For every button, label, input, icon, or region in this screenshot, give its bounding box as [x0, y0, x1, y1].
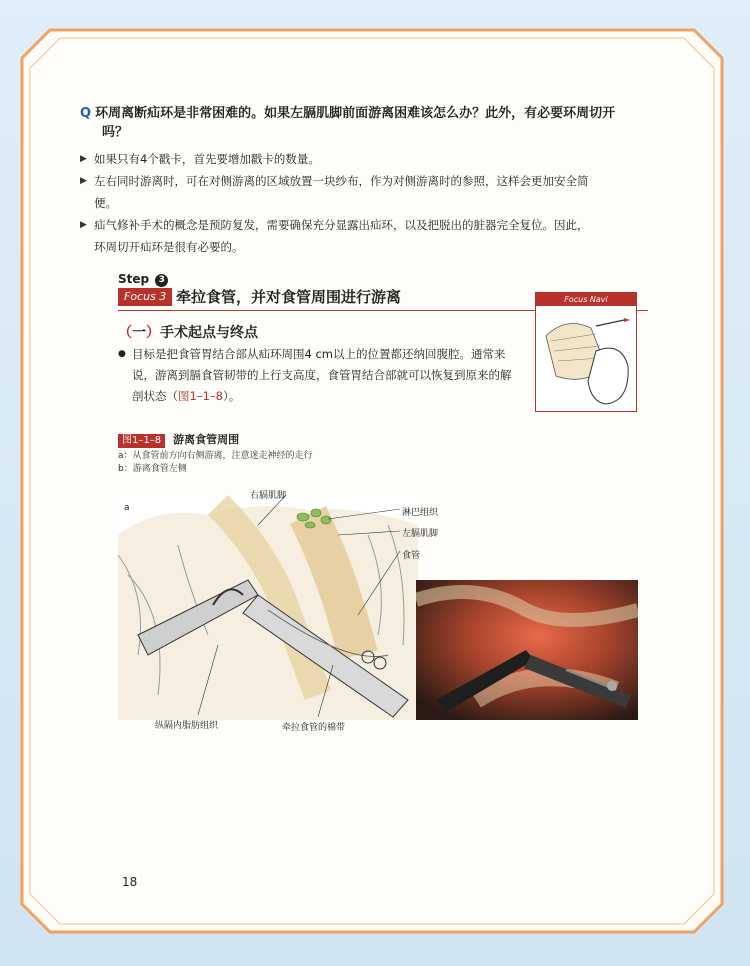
focus-navi-box [535, 292, 637, 412]
label-lymph: 淋巴组织 [402, 508, 439, 518]
answer-item: ▶ 如果只有4个戳卡，首先要增加戳卡的数量。 [80, 148, 650, 170]
label-right-crus: 右膈肌脚 [250, 491, 287, 501]
step-number: 3 [155, 274, 168, 287]
figure-panel-a-label: a [124, 503, 130, 513]
figure-badge: 图1–1–8 [118, 434, 165, 448]
figure-caption-a: a：从食管前方向右侧游离，注意迷走神经的走行 [118, 451, 313, 461]
label-fat: 纵隔内脂肪组织 [155, 721, 219, 731]
figure-caption-b: b：游离食管左侧 [118, 464, 187, 474]
answer-item: ▶ 疝气修补手术的概念是预防复发，需要确保充分显露出疝环，以及把脱出的脏器完全复位。因此， [80, 214, 650, 236]
focus-title: 牵拉食管，并对食管周围进行游离 [176, 288, 402, 306]
body-paragraph: ● 目标是把食管胃结合部从疝环周围4 cm以上的位置都还纳回腹腔。通常来 说，游离到膈食管韧带的上行支高度，食管胃结合部就可以恢复到原来的解 剖状态（图1–1–8）。 [118, 344, 544, 407]
figure-caption: 图1–1–8 游离食管周围 [118, 431, 239, 448]
question-mark: Q [80, 106, 92, 121]
answer-list [80, 148, 650, 258]
page-number: 18 [122, 875, 138, 889]
focus-navi-title: Focus Navi [536, 293, 636, 306]
figure-reference: 图1–1–8 [178, 389, 223, 403]
label-esophagus: 食管 [402, 551, 421, 561]
focus-badge: Focus 3 [118, 288, 172, 306]
sub-heading: （一）手术起点与终点 [118, 325, 258, 341]
answer-item-cont: 环周切开疝环是很有必要的。 [94, 240, 244, 254]
question-cont: 吗？ [102, 125, 129, 140]
question: Q 环周离断疝环是非常困难的。如果左膈肌脚前面游离困难该怎么办？此外，有必要环周切开 [80, 106, 616, 121]
answer-item: ▶ 左右同时游离时，可在对侧游离的区域放置一块纱布，作为对侧游离时的参照，这样会更加安全简 [80, 170, 650, 192]
figure-b-photo [416, 580, 638, 720]
label-tape: 牵拉食管的棉带 [282, 723, 346, 733]
step-label: Step 3 [118, 272, 168, 287]
label-left-crus: 左膈肌脚 [402, 529, 439, 539]
answer-item-cont: 便。 [94, 196, 117, 210]
navi-illustration [536, 306, 636, 410]
qa-section [80, 104, 650, 258]
